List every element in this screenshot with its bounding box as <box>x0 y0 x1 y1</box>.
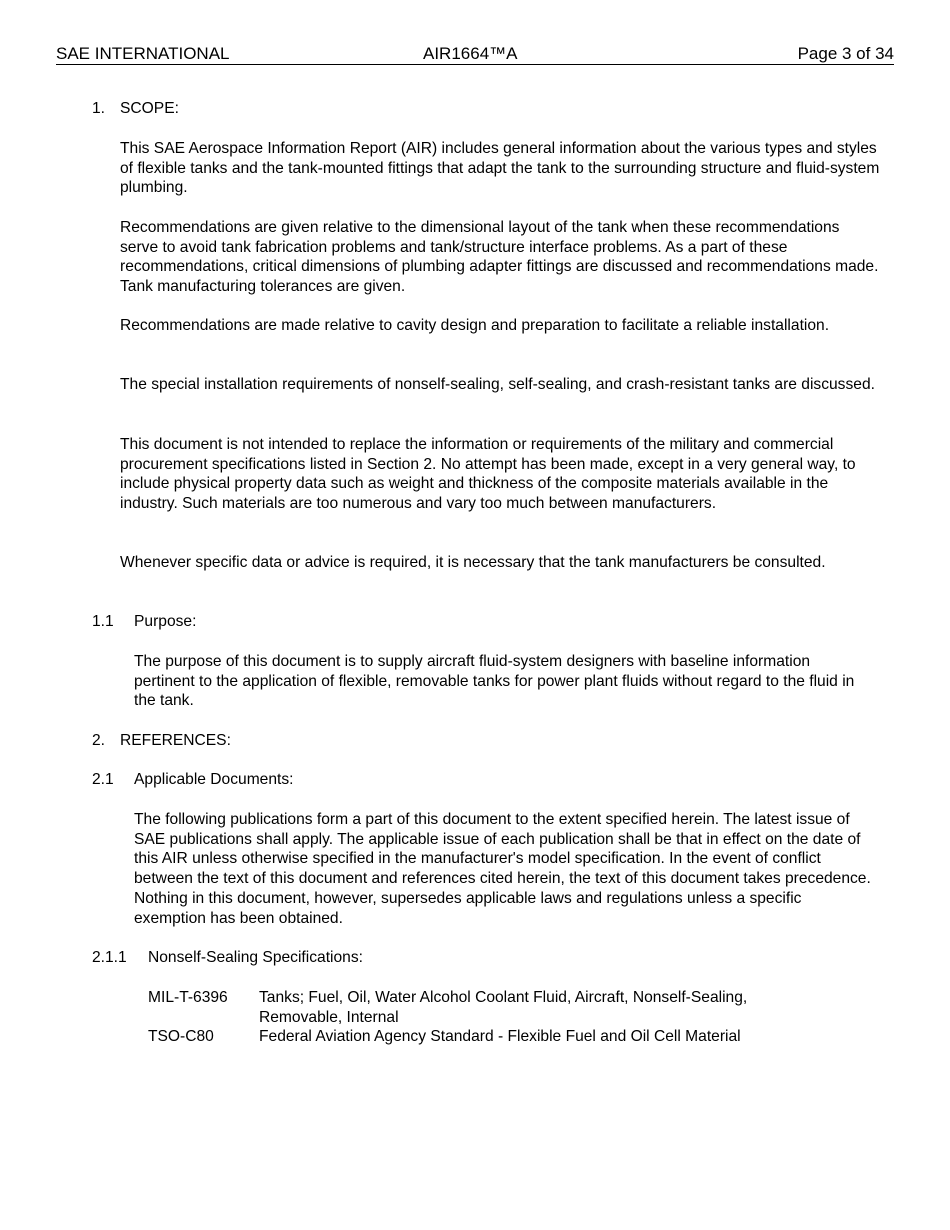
section-title: REFERENCES: <box>120 732 231 749</box>
scope-paragraph-4: The special installation requirements of nonself-sealing, self-sealing, and crash-resistant tanks are discussed. <box>120 376 875 393</box>
section-1-heading <box>92 99 392 119</box>
spec-description: Tanks; Fuel, Oil, Water Alcohol Coolant Fluid, Aircraft, Nonself-Sealing, Removable, Internal <box>259 989 748 1026</box>
scope-paragraph-5: This document is not intended to replace the information or requirements of the military and commercial procurement specifications listed in Section 2. No attempt has been made, except in a very general way, to include physical property data such as weight and thickness of the composite materials available in the industry. Such materials are too numerous and vary too much between manufacturers. <box>120 436 856 513</box>
section-number: 2. <box>92 732 106 749</box>
section-title: Purpose: <box>134 613 197 630</box>
scope-paragraph-1: This SAE Aerospace Information Report (AIR) includes general information about the various types and styles of flexible tanks and the tank-mounted fittings that adapt the tank to the surrounding structure and fluid-system plumbing. <box>120 140 880 197</box>
header-org: SAE INTERNATIONAL <box>56 44 230 63</box>
applicable-documents-paragraph: The following publications form a part of this document to the extent specified herein. The latest issue of SAE publications shall apply. The applicable issue of each publication shall be that in effect on the date of this AIR unless otherwise specified in the manufacturer's model specification. In the event of conflict between the text of this document and references cited herein, the text of this document takes precedence. Nothing in this document, however, supersedes applicable laws and regulations unless a specific exemption has been obtained. <box>134 811 871 927</box>
scope-paragraph-2: Recommendations are given relative to the dimensional layout of the tank when these recommendations serve to avoid tank fabrication problems and tank/structure interface problems. As a part of these recommendations, critical dimensions of plumbing adapter fittings are discussed and recommendations made. Tank manufacturing tolerances are given. <box>120 219 879 296</box>
spec-row <box>0 1027 950 1047</box>
scope-paragraph-3: Recommendations are made relative to cavity design and preparation to facilitate a reliable installation. <box>120 317 830 334</box>
section-number: 1. <box>92 100 106 117</box>
section-number: 1.1 <box>92 613 114 630</box>
spec-description: Federal Aviation Agency Standard - Flexible Fuel and Oil Cell Material <box>259 1028 741 1045</box>
section-title: Applicable Documents: <box>134 771 294 788</box>
header-doc-id: AIR1664™A <box>423 44 518 63</box>
page-header <box>56 44 894 65</box>
spec-code: MIL-T-6396 <box>148 989 228 1006</box>
section-title: Nonself-Sealing Specifications: <box>148 949 363 966</box>
spec-code: TSO-C80 <box>148 1028 214 1045</box>
header-page-number: Page 3 of 34 <box>797 44 894 63</box>
section-number: 2.1 <box>92 771 114 788</box>
purpose-paragraph: The purpose of this document is to supply aircraft fluid-system designers with baseline information pertinent to the application of flexible, removable tanks for power plant fluids without regard to the fluid in the tank. <box>134 653 855 710</box>
section-2-1-1-heading <box>92 948 492 968</box>
section-1-1-heading <box>92 612 392 632</box>
section-2-heading <box>92 731 392 751</box>
spec-row <box>0 988 950 1028</box>
section-number: 2.1.1 <box>92 949 127 966</box>
section-2-1-heading <box>92 770 392 790</box>
section-title: SCOPE: <box>120 100 179 117</box>
scope-paragraph-6: Whenever specific data or advice is required, it is necessary that the tank manufacturers be consulted. <box>120 554 826 571</box>
